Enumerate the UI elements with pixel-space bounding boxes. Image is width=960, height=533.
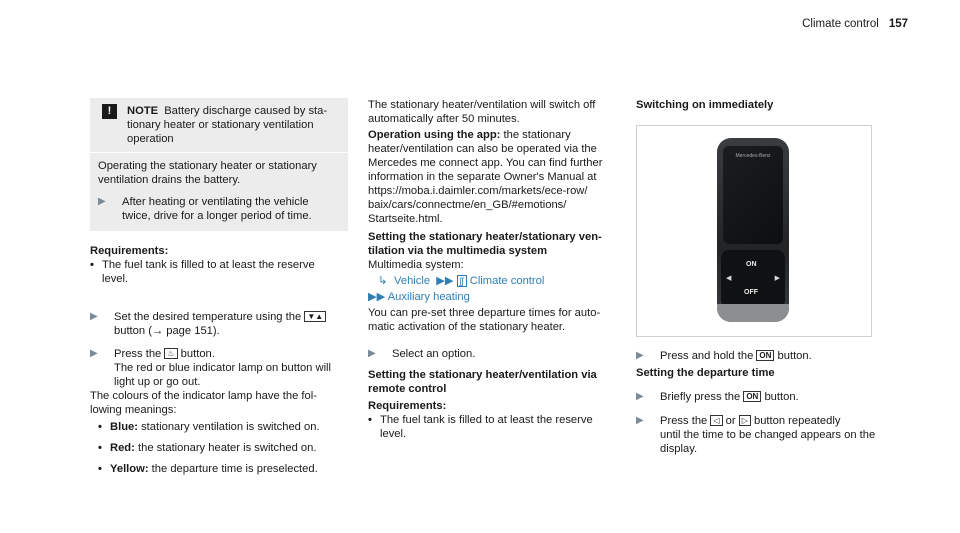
step-arrow-icon: ▶ xyxy=(368,348,376,359)
step-text: Briefly press the xyxy=(660,391,741,403)
step-arrow-icon: ▶ xyxy=(90,348,98,359)
bullet: • xyxy=(98,442,102,454)
step-text: Press the xyxy=(114,348,162,360)
note-text: Battery discharge caused by sta- xyxy=(164,105,328,117)
bullet: • xyxy=(368,414,372,426)
menu-return-icon: ↳ xyxy=(378,275,388,287)
step-press-hold xyxy=(636,349,894,363)
step-text: until the time to be changed appears on the xyxy=(660,429,876,441)
step-text: display. xyxy=(660,443,698,455)
step-text: or xyxy=(725,415,736,427)
body-text: Mercedes me connect app. You can find further xyxy=(368,157,603,169)
list-item-text: level. xyxy=(102,273,129,285)
remote-display xyxy=(723,146,783,244)
step-text: light up or go out. xyxy=(114,376,201,388)
menu-path xyxy=(368,274,620,288)
body-text: the stationary xyxy=(500,129,571,141)
bullet: • xyxy=(90,259,94,271)
step-text: twice, drive for a longer period of time. xyxy=(122,210,312,222)
body-text: heater/ventilation can also be operated via the xyxy=(368,143,597,155)
note-text: tionary heater or stationary ventilation xyxy=(127,119,314,131)
menu-path xyxy=(368,290,620,304)
body-text: Multimedia system: xyxy=(368,259,464,271)
step-arrow-icon: ▶ xyxy=(90,311,98,322)
right-button-icon: ▷ xyxy=(739,415,751,426)
bullet: • xyxy=(98,421,102,433)
body-text: The stationary heater/ventilation will switch off xyxy=(368,99,596,111)
url-text: https://moba.i.daimler.com/markets/ece-row/ xyxy=(368,185,588,197)
note-detail-text: Operating the stationary heater or stationary xyxy=(98,160,317,172)
menu-next-icon: ▶▶ xyxy=(368,291,386,303)
remote-base xyxy=(717,304,789,322)
body-text: matic activation of the stationary heater. xyxy=(368,321,566,333)
step-press-button xyxy=(90,347,348,389)
step-text: Press and hold the xyxy=(660,350,754,362)
note-detail xyxy=(90,152,348,231)
step-text: The red or blue indicator lamp on button will xyxy=(114,362,332,374)
note-box xyxy=(90,98,348,152)
list-item-text: The fuel tank is filled to at least the reserve xyxy=(102,259,315,271)
step-briefly-press xyxy=(636,390,894,404)
list-item-text: the stationary heater is switched on. xyxy=(137,442,317,454)
menu-next-icon: ▶▶ xyxy=(436,275,454,287)
step-text: After heating or ventilating the vehicle xyxy=(122,196,309,208)
step-text: Set the desired temperature using the xyxy=(114,311,302,323)
url-text: Startseite.html. xyxy=(368,213,443,225)
step-arrow-icon: ▶ xyxy=(636,350,644,361)
note-detail-text: ventilation drains the battery. xyxy=(98,174,241,186)
list-item xyxy=(98,441,348,455)
remote-left-icon: ◀ xyxy=(726,275,732,282)
step-select-option xyxy=(368,347,620,361)
remote-keypad xyxy=(721,250,785,308)
list-item xyxy=(368,413,620,441)
column-3 xyxy=(636,98,894,456)
step-set-temperature xyxy=(90,310,348,338)
climate-icon: ʃʃ xyxy=(457,275,467,287)
left-button-icon: ◁ xyxy=(710,415,722,426)
section-heading: Setting the departure time xyxy=(636,367,775,379)
list-item-text: stationary ventilation is switched on. xyxy=(141,421,320,433)
temperature-button-icon: ▼▲ xyxy=(304,311,326,322)
body-text: The colours of the indicator lamp have the fol- xyxy=(90,390,317,402)
step-text: Press the xyxy=(660,415,708,427)
on-button-icon: ON xyxy=(743,391,761,402)
menu-item-vehicle: Vehicle xyxy=(394,275,431,287)
list-item xyxy=(90,258,348,286)
menu-item-climate: Climate control xyxy=(469,275,545,287)
bullet: • xyxy=(98,463,102,475)
step-text: button. xyxy=(764,391,799,403)
note-title: NOTE xyxy=(127,105,159,117)
step-press-arrows xyxy=(636,414,894,456)
step-text: button (→ page 151). xyxy=(114,325,220,337)
section-title: Climate control xyxy=(802,18,879,30)
note-text: operation xyxy=(127,133,174,145)
remote-off-label: OFF xyxy=(744,289,758,296)
body-text: information in the separate Owner's Manual at xyxy=(368,171,597,183)
warning-icon: ! xyxy=(102,104,117,119)
column-2 xyxy=(368,98,620,441)
section-heading: Switching on immediately xyxy=(636,99,774,111)
list-item-text: The fuel tank is filled to at least the reserve xyxy=(380,414,593,426)
step-arrow-icon: ▶ xyxy=(98,196,106,207)
section-heading: Setting the stationary heater/ventilation via xyxy=(368,369,597,381)
remote-right-icon: ▶ xyxy=(774,275,780,282)
label-red: Red: xyxy=(110,442,135,454)
list-item-text: the departure time is preselected. xyxy=(151,463,318,475)
remote-brand: Mercedes-Benz xyxy=(735,153,771,159)
remote-on-label: ON xyxy=(746,261,757,268)
stationary-heater-button-icon: ♨ xyxy=(164,348,177,359)
step-text: button. xyxy=(777,350,812,362)
url-text: baix/cars/connectme/en_GB/#emotions/ xyxy=(368,199,567,211)
body-text: lowing meanings: xyxy=(90,404,177,416)
label-blue: Blue: xyxy=(110,421,138,433)
step-arrow-icon: ▶ xyxy=(636,415,644,426)
remote-control xyxy=(717,138,789,322)
list-item xyxy=(98,420,348,434)
requirements-heading: Requirements: xyxy=(368,400,447,412)
section-heading: remote control xyxy=(368,383,447,395)
requirements-heading: Requirements: xyxy=(90,245,169,257)
remote-control-image xyxy=(636,125,872,337)
list-item xyxy=(98,462,348,476)
page-header xyxy=(802,17,908,31)
list-item-text: level. xyxy=(380,428,407,440)
section-heading: tilation via the multimedia system xyxy=(368,245,548,257)
label-yellow: Yellow: xyxy=(110,463,149,475)
step-text: Select an option. xyxy=(392,348,476,360)
on-button-icon: ON xyxy=(756,350,774,361)
section-heading: Setting the stationary heater/stationary ven- xyxy=(368,231,602,243)
step-text: button. xyxy=(180,348,215,360)
step-text: button repeatedly xyxy=(753,415,841,427)
menu-item-auxiliary: Auxiliary heating xyxy=(387,291,470,303)
body-text: You can pre-set three departure times for auto- xyxy=(368,307,601,319)
step-arrow-icon: ▶ xyxy=(636,391,644,402)
note-step xyxy=(98,195,340,223)
app-label: Operation using the app: xyxy=(368,129,501,141)
page-number: 157 xyxy=(888,18,908,30)
body-text: automatically after 50 minutes. xyxy=(368,113,520,125)
column-1 xyxy=(90,98,348,476)
